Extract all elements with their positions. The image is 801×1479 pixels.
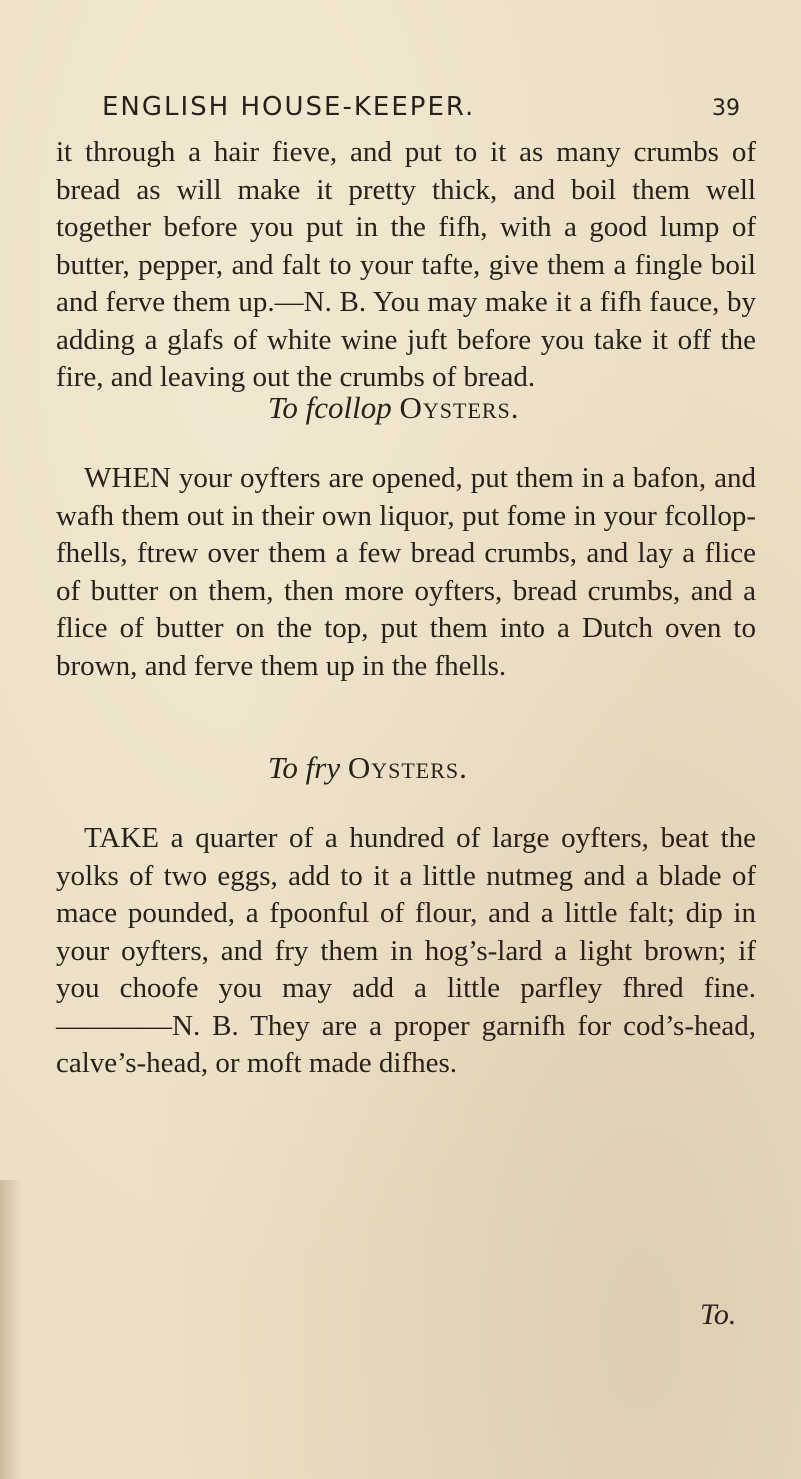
paragraph-fry-oysters: TAKE a quarter of a hundred of large oyfters, beat the yolks of two eggs, add to it a little nutmeg and a blade of mace pounded, a fpoonful of flour, and a little falt; dip in your oyfters, and fry them in hog’s-lard a light brown; if you choofe you may add a little parfley fhred fine.————N. B. They are a proper garnifh for cod’s-head, calve’s-head, or moft made difhes. [56,822,756,1079]
page-number: 39 [712,96,740,121]
running-header [102,92,742,136]
heading-scollop-oysters [268,390,520,426]
heading-prefix: To fry [268,750,341,785]
catchword: To. [700,1298,737,1331]
heading-noun: Oysters. [399,390,520,425]
running-title: ENGLISH HOUSE-KEEPER. [102,92,476,122]
page-edge-shadow [0,1180,22,1479]
heading-fry-oysters [268,750,468,786]
paragraph-fish-sauce: it through a hair fieve, and put to it as many crumbs of bread as will make it pretty thick, and boil them well together before you put in the fifh, with a good lump of butter, pepper, and falt to your tafte, give them a fingle boil and ferve them up.—N. B. You may make it a fifh fauce, by adding a glafs of white wine juft before you take it off the fire, and leaving out the crumbs of bread. [56,136,756,393]
paragraph-scollop-oysters: WHEN your oyfters are opened, put them in a bafon, and wafh them out in their own liquor, put fome in your fcollop-fhells, ftrew over them a few bread crumbs, and lay a flice of butter on them, then more oyfters, bread crumbs, and a flice of butter on the top, put them into a Dutch oven to brown, and ferve them up in the fhells. [56,462,756,682]
heading-prefix: To fcollop [268,390,392,425]
heading-noun: Oysters. [347,750,468,785]
